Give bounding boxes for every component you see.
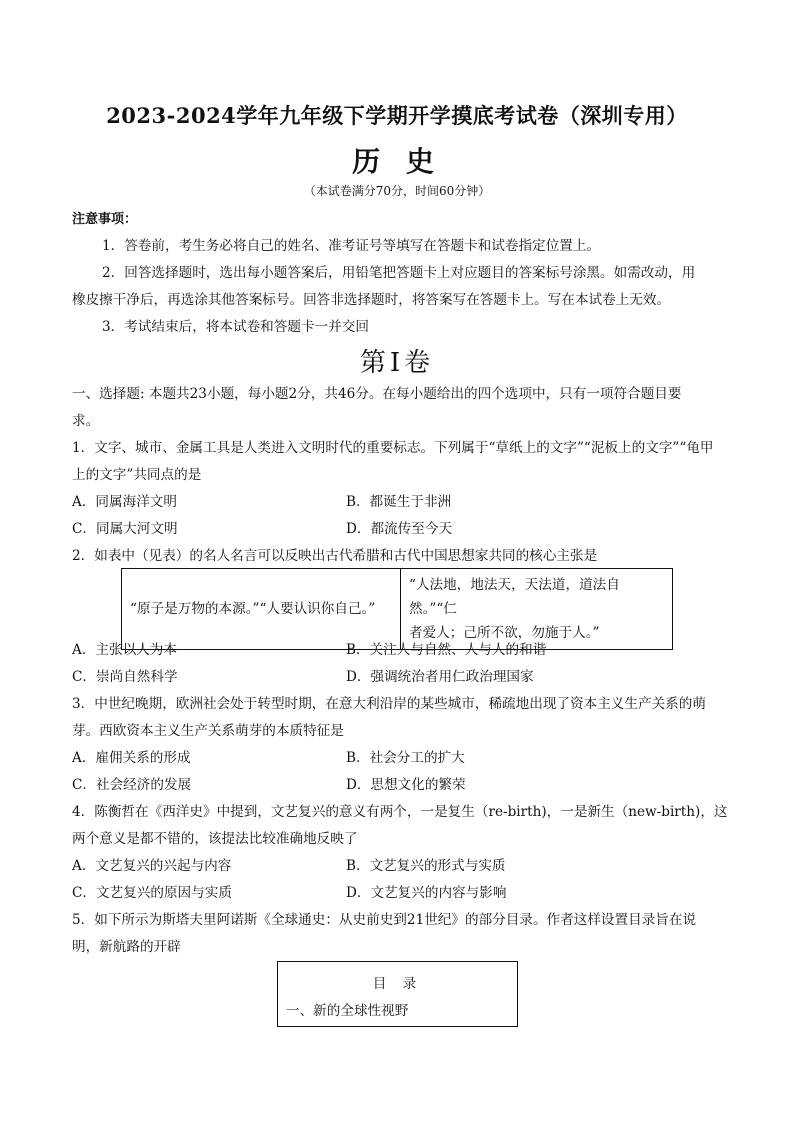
question-1-stem: 1．文字、城市、金属工具是人类进入文明时代的重要标志。下列属于“草纸上的文字”“泥板上的文字”“龟甲 xyxy=(72,440,714,456)
notice-item: 1．答卷前，考生务必将自己的姓名、准考证号等填写在答题卡和试卷指定位置上。 xyxy=(102,238,601,254)
section-intro: 求。 xyxy=(72,413,100,429)
question-2-option-b: B．关注人与自然、人与人的和谐 xyxy=(346,642,547,658)
question-3-stem: 3．中世纪晚期，欧洲社会处于转型时期，在意大利沿岸的某些城市，稀疏地出现了资本主义生产关系的萌 xyxy=(72,696,706,712)
question-1-option-a: A．同属海洋文明 xyxy=(72,494,177,510)
quote-china-line: “人法地，地法天，天法道，道法自然。”“仁 xyxy=(409,577,620,617)
notice-item: 2．回答选择题时，选出每小题答案后，用铅笔把答题卡上对应题目的答案标号涂黑。如需改动，用 xyxy=(102,265,696,281)
table-of-contents-box xyxy=(277,961,518,1027)
question-4-option-c: C．文艺复兴的原因与实质 xyxy=(72,885,232,901)
question-4-option-d: D．文艺复兴的内容与影响 xyxy=(346,885,507,901)
section-title: 第Ⅰ卷 xyxy=(359,348,435,378)
toc-title: 目 录 xyxy=(372,976,423,992)
notice-heading: 注意事项： xyxy=(72,212,138,227)
question-1-option-d: D．都流传至今天 xyxy=(346,521,453,537)
question-2-option-c: C．崇尚自然科学 xyxy=(72,669,178,685)
question-5-stem: 5．如下所示为斯塔夫里阿诺斯《全球通史：从史前史到21世纪》的部分目录。作者这样设置目录旨在说 xyxy=(72,912,697,928)
question-3-option-b: B．社会分工的扩大 xyxy=(346,750,465,766)
question-4-option-b: B．文艺复兴的形式与实质 xyxy=(346,858,506,874)
quote-cell-china xyxy=(401,569,673,650)
quote-china-line: 者爱人；己所不欲，勿施于人。” xyxy=(409,625,600,641)
question-1-stem: 上的文字”共同点的是 xyxy=(72,467,202,483)
quote-greece-text: “原子是万物的本源。”“人要认识你自己。” xyxy=(130,601,376,617)
question-3-option-a: A．雇佣关系的形成 xyxy=(72,750,191,766)
question-2-option-d: D．强调统治者用仁政治理国家 xyxy=(346,669,534,685)
quote-table xyxy=(121,568,673,650)
exam-title: 2023-2024学年九年级下学期开学摸底考试卷（深圳专用） xyxy=(106,103,688,128)
question-1-option-c: C．同属大河文明 xyxy=(72,521,178,537)
notice-item: 橡皮擦干净后，再选涂其他答案标号。回答非选择题时，将答案写在答题卡上。写在本试卷上无效。 xyxy=(72,292,671,308)
question-1-option-b: B．都诞生于非洲 xyxy=(346,494,452,510)
question-4-option-a: A．文艺复兴的兴起与内容 xyxy=(72,858,232,874)
subject-title: 历 史 xyxy=(352,145,442,178)
question-2-stem: 2．如表中（见表）的名人名言可以反映出古代希腊和古代中国思想家共同的核心主张是 xyxy=(72,548,598,564)
question-3-stem: 芽。西欧资本主义生产关系萌芽的本质特征是 xyxy=(72,723,344,739)
question-3-option-c: C．社会经济的发展 xyxy=(72,777,192,793)
section-intro: 一、选择题: 本题共23小题，每小题2分，共46分。在每小题给出的四个选项中，只有一项符合题目要 xyxy=(72,386,682,402)
question-2-option-a: A．主张以人为本 xyxy=(72,642,177,658)
score-time-note: （本试卷满分70分，时间60分钟） xyxy=(303,184,491,198)
question-3-option-d: D．思想文化的繁荣 xyxy=(346,777,466,793)
toc-item: 一、新的全球性视野 xyxy=(286,1003,409,1019)
question-4-stem: 4．陈衡哲在《西洋史》中提到，文艺复兴的意义有两个，一是复生（re-birth)，一是新生（new-birth)，这 xyxy=(72,804,728,820)
notice-item: 3．考试结束后，将本试卷和答题卡一并交回 xyxy=(102,319,369,335)
question-5-stem: 明，新航路的开辟 xyxy=(72,939,181,955)
quote-cell-greece xyxy=(122,569,401,650)
question-4-stem: 两个意义是都不错的，该提法比较准确地反映了 xyxy=(72,831,358,847)
